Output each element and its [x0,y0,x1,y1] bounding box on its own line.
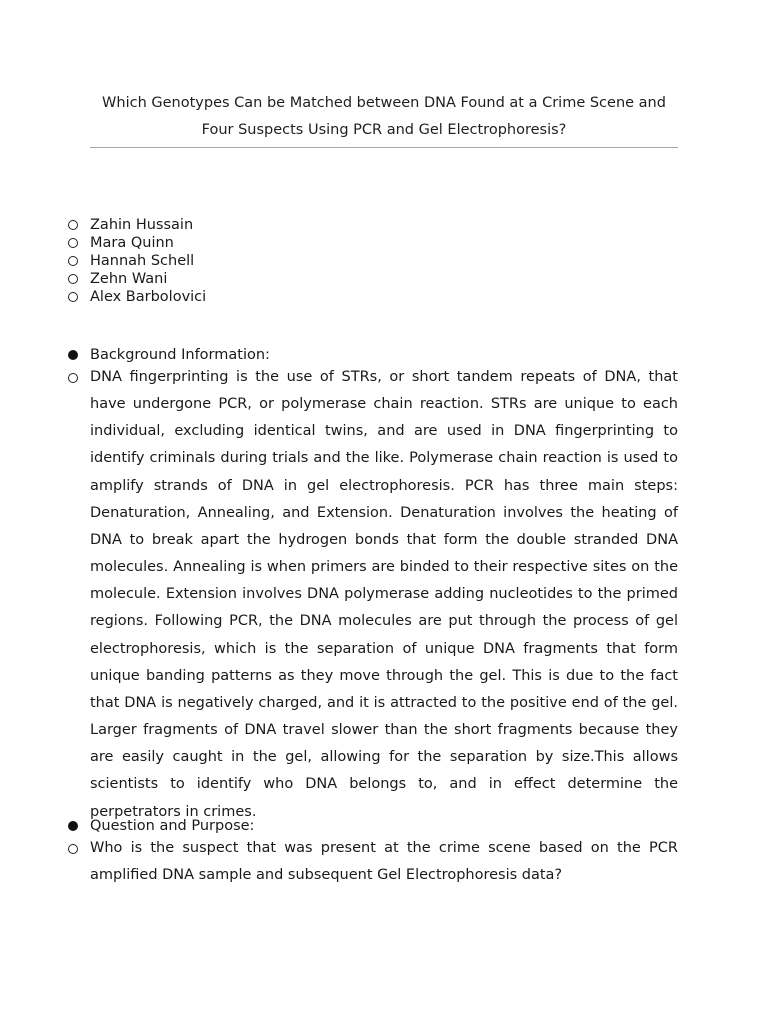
document-title: Which Genotypes Can be Matched between DNA Found at a Crime Scene and Four Suspects Using PCR and Gel Electrophoresis? [102,95,666,138]
hollow-bullet-icon [68,373,78,383]
solid-bullet-icon [68,350,78,360]
hollow-bullet-icon [68,220,78,230]
author-item [66,270,206,288]
background-paragraph-row [66,368,678,826]
background-heading-row [66,346,678,364]
background-section [66,346,678,826]
background-heading: Background Information: [90,347,270,363]
hollow-bullet-icon [68,292,78,302]
hollow-bullet-icon [68,256,78,266]
author-item [66,252,206,270]
author-name: Mara Quinn [90,235,174,251]
question-section [66,817,678,889]
hollow-bullet-icon [68,238,78,248]
author-name: Alex Barbolovici [90,289,207,305]
question-paragraph-row [66,839,678,889]
author-item [66,288,206,306]
author-list [66,216,206,306]
question-heading: Question and Purpose: [90,818,255,834]
author-name: Zehn Wani [90,271,168,287]
author-name: Hannah Schell [90,253,195,269]
question-heading-row [66,817,678,835]
author-name: Zahin Hussain [90,217,194,233]
author-item [66,234,206,252]
background-paragraph: DNA fingerprinting is the use of STRs, or short tandem repeats of DNA, that have undergone PCR, or polymerase chain reaction. STRs are unique to each individual, excluding identical twins, and are used in DNA fingerprinting to identify criminals during trials and the like. Polymerase chain reaction is used to amplify strands of DNA in gel electrophoresis. PCR has three main steps: Denaturation, Annealing, and Extension. Denaturation involves the heating of DNA to break apart the hydrogen bonds that form the double stranded DNA molecules. Annealing is when primers are binded to their respective sites on the molecule. Extension involves DNA polymerase adding nucleotides to the primed regions. Following PCR, the DNA molecules are put through the process of gel electrophoresis, which is the separation of unique DNA fragments that form unique banding patterns as they move through the gel. This is due to the fact that DNA is negatively charged, and it is attracted to the positive end of the gel. Larger fragments of DNA travel slower than the short fragments because they are easily caught in the gel, allowing for the separation by size.This allows scientists to identify who DNA belongs to, and in effect determine the perpetrators in crimes. [90,369,678,820]
question-paragraph: Who is the suspect that was present at the crime scene based on the PCR amplified DNA sample and subsequent Gel Electrophoresis data? [90,840,678,884]
author-item [66,216,206,234]
hollow-bullet-icon [68,844,78,854]
solid-bullet-icon [68,821,78,831]
title-divider [90,147,678,148]
hollow-bullet-icon [68,274,78,284]
